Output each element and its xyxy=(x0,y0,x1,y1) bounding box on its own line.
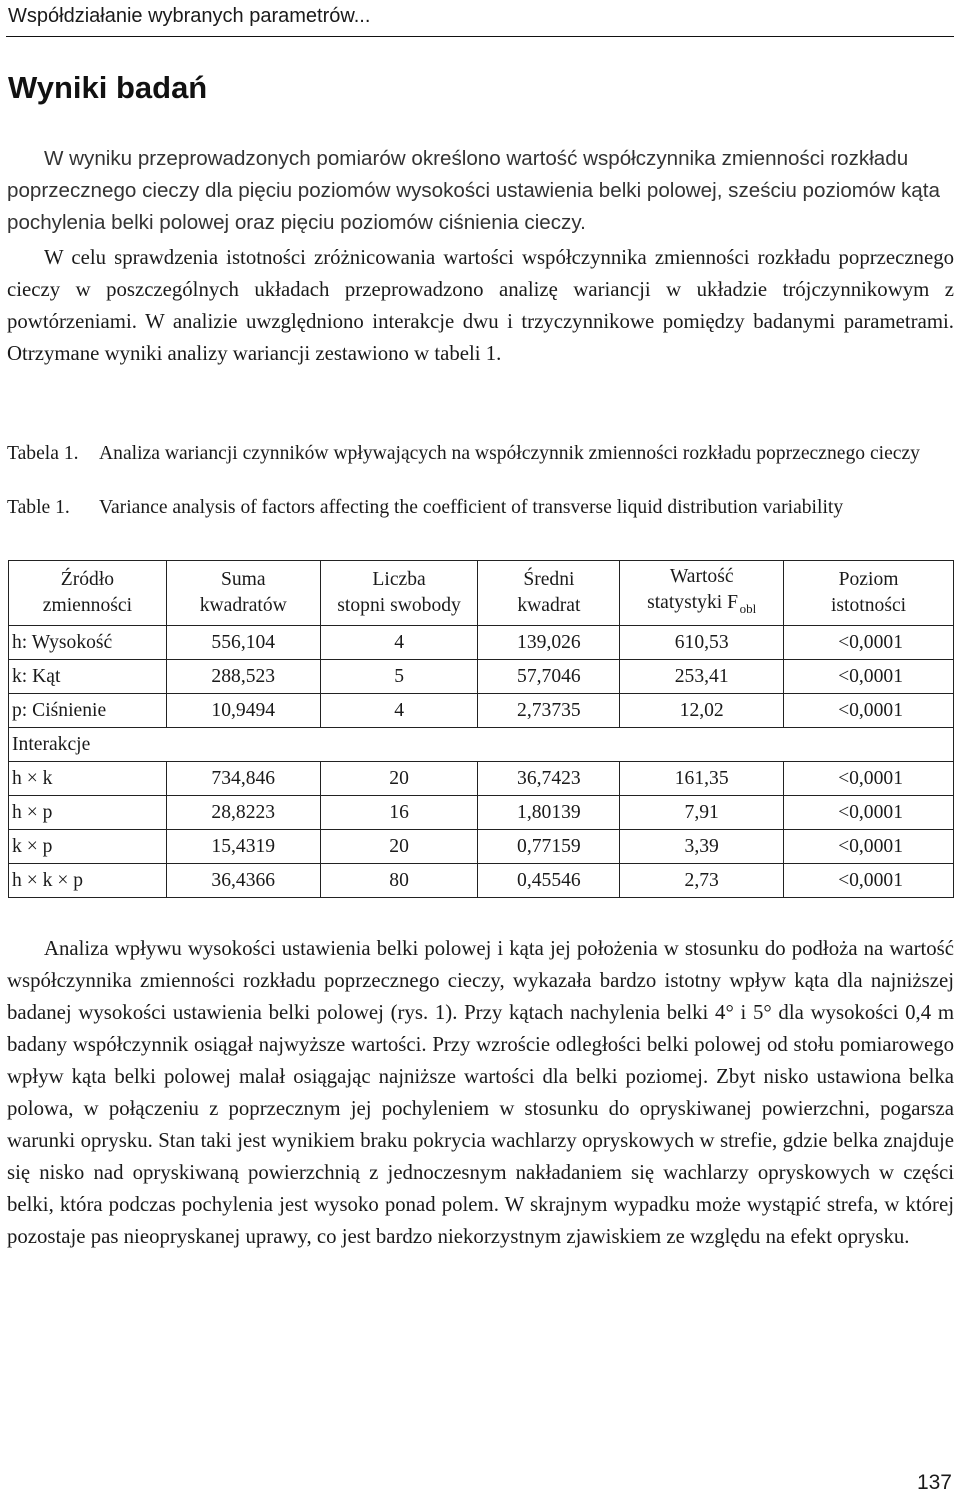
table-row xyxy=(9,626,954,660)
caption-text: Variance analysis of factors affecting the coefficient of transverse liquid distribution variability xyxy=(99,497,844,518)
cell-ss: 288,523 xyxy=(166,660,320,694)
table-row xyxy=(9,864,954,898)
cell-ms: 2,73735 xyxy=(478,694,620,728)
caption-label: Table 1. xyxy=(7,497,70,518)
section-title: Wyniki badań xyxy=(8,70,208,105)
cell-p: <0,0001 xyxy=(784,796,954,830)
table-row xyxy=(9,694,954,728)
column-header-significance: Poziom istotności xyxy=(784,561,954,626)
paragraph-block-2 xyxy=(7,933,954,1253)
column-header-degrees-of-freedom: Liczba stopni swobody xyxy=(320,561,478,626)
paragraph-anova: W celu sprawdzenia istotności zróżnicowania wartości współczynnika zmienności rozkładu poprzecznego cieczy w poszczególnych układach przeprowadzono analizę wariancji w układzie trójczynnikowym z powtórzeniami. W analizie uwzględniono interakcje dwu i trzyczynnikowe pomiędzy badanymi parametrami. Otrzymane wyniki analizy wariancji zestawiono w tabeli 1. xyxy=(7,246,954,365)
column-header-sum-of-squares: Suma kwadratów xyxy=(166,561,320,626)
cell-ss: 36,4366 xyxy=(166,864,320,898)
cell-ss: 556,104 xyxy=(166,626,320,660)
cell-f: 3,39 xyxy=(620,830,784,864)
table-row xyxy=(9,762,954,796)
cell-df: 5 xyxy=(320,660,478,694)
column-header-mean-square: Średni kwadrat xyxy=(478,561,620,626)
cell-f: 610,53 xyxy=(620,626,784,660)
anova-table xyxy=(8,560,954,898)
cell-p: <0,0001 xyxy=(784,864,954,898)
cell-ms: 0,45546 xyxy=(478,864,620,898)
cell-df: 4 xyxy=(320,626,478,660)
cell-ms: 1,80139 xyxy=(478,796,620,830)
cell-source: h: Wysokość xyxy=(9,626,167,660)
cell-source: p: Ciśnienie xyxy=(9,694,167,728)
cell-p: <0,0001 xyxy=(784,762,954,796)
cell-ms: 36,7423 xyxy=(478,762,620,796)
cell-ss: 28,8223 xyxy=(166,796,320,830)
cell-df: 16 xyxy=(320,796,478,830)
cell-source: h × k × p xyxy=(9,864,167,898)
table-row xyxy=(9,660,954,694)
cell-source: h × p xyxy=(9,796,167,830)
cell-f: 161,35 xyxy=(620,762,784,796)
header-rule xyxy=(6,36,954,37)
table-header-row xyxy=(9,561,954,626)
table-row xyxy=(9,830,954,864)
page-number: 137 xyxy=(916,1471,952,1494)
cell-ms: 0,77159 xyxy=(478,830,620,864)
paragraph-analysis: Analiza wpływu wysokości ustawienia belki polowej i kąta jej położenia w stosunku do podłoża na wartość współczynnika zmienności rozkładu poprzecznego cieczy, wykazała bardzo istotny wpływ kąta dla najniższej badanej wysokości ustawienia belki polowej (rys. 1). Przy kątach nachylenia belki 4° i 5° dla wysokości 0,4 m badany współczynnik osiągał najwyższe wartości. Przy wzroście odległości belki polowej od stołu pomiarowego wpływ kąta belki polowej malał osiągając najniższe wartości dla belki poziomej. Zbyt nisko ustawiona belka polowa, w połączeniu z poprzecznym jej pochyleniem w stosunku do opryskiwanej powierzchni, pogarsza warunki oprysku. Stan taki jest wynikiem braku pokrycia wachlarzy opryskowych w strefie, gdzie belka znajduje się nisko nad opryskiwaną powierzchnią z jednoczesnym nakładaniem się wachlarzy opryskowych w części belki, która podczas pochylenia jest wysoko ponad polem. W skrajnym wypadku może wystąpić strefa, w której pozostaje pas nieopryskanej uprawy, co jest bardzo niekorzystnym zjawiskiem ze względu na efekt oprysku. xyxy=(7,937,954,1248)
cell-ss: 15,4319 xyxy=(166,830,320,864)
column-header-f-statistic: Wartość statystyki F $_{obl}$ xyxy=(620,561,784,626)
cell-ms: 57,7046 xyxy=(478,660,620,694)
cell-source: k: Kąt xyxy=(9,660,167,694)
cell-source: h × k xyxy=(9,762,167,796)
cell-df: 4 xyxy=(320,694,478,728)
cell-f: 2,73 xyxy=(620,864,784,898)
cell-ss: 734,846 xyxy=(166,762,320,796)
cell-ms: 139,026 xyxy=(478,626,620,660)
cell-source: k × p xyxy=(9,830,167,864)
table-caption-pl xyxy=(7,440,954,467)
cell-f: 12,02 xyxy=(620,694,784,728)
table-row xyxy=(9,796,954,830)
cell-p: <0,0001 xyxy=(784,626,954,660)
paragraph-block-1 xyxy=(7,242,954,370)
cell-df: 20 xyxy=(320,830,478,864)
cell-df: 80 xyxy=(320,864,478,898)
cell-f: 7,91 xyxy=(620,796,784,830)
caption-label: Tabela 1. xyxy=(7,443,79,464)
interactions-label: Interakcje xyxy=(9,728,954,762)
table-caption-en xyxy=(7,494,954,521)
caption-text: Analiza wariancji czynników wpływających na współczynnik zmienności rozkładu poprzecznego cieczy xyxy=(99,443,920,464)
paragraph-intro: W wyniku przeprowadzonych pomiarów określono wartość współczynnika zmienności rozkładu poprzecznego cieczy dla pięciu poziomów wysokości ustawienia belki polowej, sześciu poziomów kąta pochylenia belki polowej oraz pięciu poziomów ciśnienia cieczy. xyxy=(7,147,940,234)
cell-df: 20 xyxy=(320,762,478,796)
table-group-row xyxy=(9,728,954,762)
cell-p: <0,0001 xyxy=(784,660,954,694)
cell-p: <0,0001 xyxy=(784,694,954,728)
cell-ss: 10,9494 xyxy=(166,694,320,728)
cell-p: <0,0001 xyxy=(784,830,954,864)
column-header-source: Źródło zmienności xyxy=(9,561,167,626)
running-head: Współdziałanie wybranych parametrów... xyxy=(8,5,371,27)
cell-f: 253,41 xyxy=(620,660,784,694)
